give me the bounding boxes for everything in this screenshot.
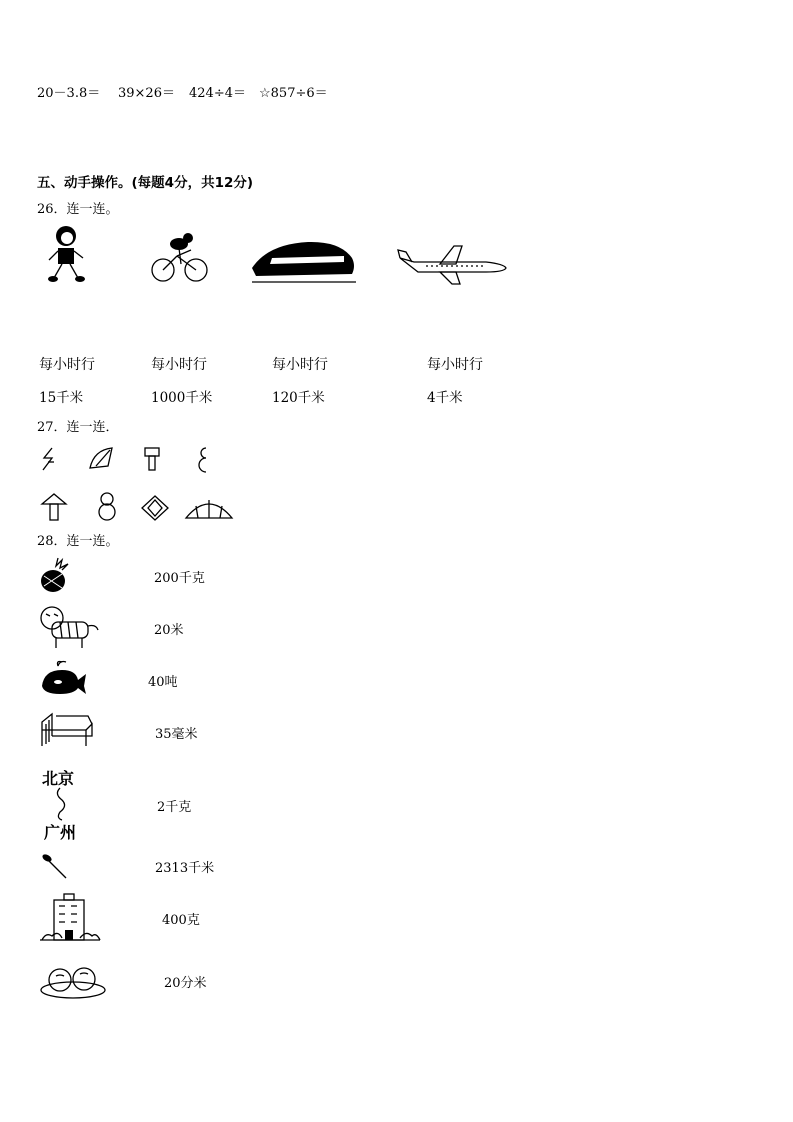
mushroom-fragment-icon (143, 446, 161, 472)
pineapple-icon (38, 556, 72, 594)
q28-value-5: 2千克 (157, 800, 192, 815)
q28-value-3: 40吨 (148, 675, 178, 690)
whale-icon (38, 658, 88, 698)
speed-value-4: 4千米 (427, 390, 463, 406)
lightning-fragment-icon (40, 446, 58, 472)
umbrella-icon (184, 496, 234, 522)
fruit-plate-icon (38, 960, 108, 1000)
map-label-beijing: 北京 (42, 769, 75, 788)
mushroom-icon (40, 492, 68, 522)
umbrella-fragment-icon (88, 446, 114, 470)
lightning-icon (140, 494, 170, 522)
q28-value-6: 2313千米 (155, 861, 215, 876)
q28-value-8: 20分米 (164, 976, 207, 991)
speed-label-2: 每小时行 (151, 357, 207, 373)
q28-value-7: 400克 (162, 913, 200, 928)
speed-label-1: 每小时行 (39, 357, 95, 373)
speed-value-1: 15千米 (39, 390, 84, 406)
bed-icon (38, 706, 94, 752)
airplane-icon (396, 244, 508, 286)
route-line-icon (50, 786, 74, 822)
speed-value-2: 1000千米 (151, 390, 213, 406)
calc-item-3: 424÷4＝ (189, 86, 246, 101)
section-title: 五、动手操作。(每题4分，共12分) (37, 175, 254, 191)
tiger-icon (38, 604, 102, 650)
q28-value-1: 200千克 (154, 571, 205, 586)
train-icon (248, 238, 358, 286)
nail-icon (40, 852, 70, 882)
walking-girl-icon (46, 224, 90, 284)
cyclist-icon (151, 230, 209, 286)
q26-title: 26．连一连。 (37, 202, 119, 217)
snowman-fragment-icon (196, 446, 210, 474)
calc-item-4: ☆857÷6＝ (259, 86, 328, 101)
calc-item-1: 20－3.8＝ (37, 86, 101, 101)
map-label-guangzhou: 广州 (44, 823, 77, 842)
building-icon (38, 892, 102, 944)
q27-title: 27．连一连． (37, 420, 119, 435)
q28-value-4: 35毫米 (155, 727, 198, 742)
q28-title: 28．连一连。 (37, 534, 119, 549)
calc-item-2: 39×26＝ (118, 86, 175, 101)
snowman-icon (96, 492, 118, 522)
speed-label-3: 每小时行 (272, 357, 328, 373)
speed-value-3: 120千米 (272, 390, 325, 406)
speed-label-4: 每小时行 (427, 357, 483, 373)
q28-value-2: 20米 (154, 623, 184, 638)
